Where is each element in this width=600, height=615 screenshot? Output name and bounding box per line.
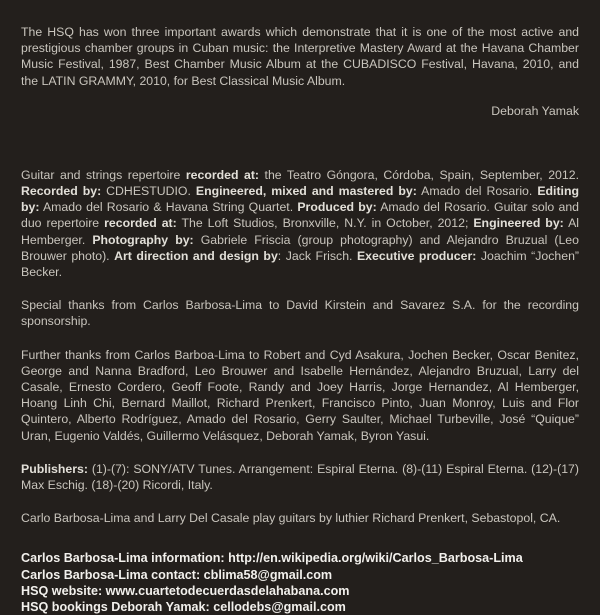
publishers-credit: Publishers: (1)-(7): SONY/ATV Tunes. Arrangement: Espiral Eterna. (8)-(11) Espiral Eterna. (12)-(17) Max Eschig. (18)-(20) Ricordi, Italy. (21, 461, 579, 493)
publishers-label: Publishers: (21, 461, 88, 476)
recording-credits: Guitar and strings repertoire recorded at: the Teatro Góngora, Córdoba, Spain, September, 2012. Recorded by: CDHESTUDIO. Engineered, mixed and mastered by: Amado del Rosario. Editing by: Amado del Rosario & Havana String Quartet. Produced by: Amado del Rosario. Guitar solo and duo repertoire recorded at: The Loft Studios, Bronxville, N.Y. in October, 2012; Engineered by: Al Hemberger. Photography by: Gabriele Friscia (group photography) and Alejandro Bruzual (Leo Brouwer photo). Art direction and design by: Jack Frisch. Executive producer: Joachim “Jochen” Becker. (21, 167, 580, 280)
signature: Deborah Yamak (491, 103, 579, 118)
guitars-note: Carlo Barbosa-Lima and Larry Del Casale play guitars by luthier Richard Prenkert, Sebastopol, CA. (21, 511, 561, 526)
contact-line-email: Carlos Barbosa-Lima contact: cblima58@gmail.com (21, 567, 333, 582)
special-thanks: Special thanks from Carlos Barbosa-Lima to David Kirstein and Savarez S.A. for the recording sponsorship. (21, 298, 579, 329)
contact-line-website: HSQ website: www.cuartetodecuerdasdelahabana.com (21, 583, 350, 598)
contact-line-wikipedia: Carlos Barbosa-Lima information: http://en.wikipedia.org/wiki/Carlos_Barbosa-Lima (21, 551, 523, 566)
awards-paragraph: The HSQ has won three important awards which demonstrate that it is one of the most active and prestigious chamber groups in Cuban music: the Interpretive Mastery Award at the Havana Chamber Music Festival, 1987, Best Chamber Music Album at the CUBADISCO Festival, Havana, 2010, and the LATIN GRAMMY, 2010, for Best Classical Music Album. (21, 25, 579, 88)
contact-line-bookings: HSQ bookings Deborah Yamak: cellodebs@gmail.com (21, 599, 346, 614)
further-thanks: Further thanks from Carlos Barboa-Lima to Robert and Cyd Asakura, Jochen Becker, Oscar Benitez, George and Nanna Bradford, Leo Brouwer and Isabelle Hernández, Alejandro Bruzual, Larry del Casale, Ernesto Cordero, Geoff Foote, Randy and Joey Harris, Jorge Hernandez, Al Hemberger, Hoang Linh Chi, Bernard Maillot, Richard Prenkert, Francisco Pinto, Juan Monroy, Luis and Flor Quintero, Alberto Rodríguez, Amado del Rosario, Gerry Saulter, Michael Turbeville, José “Quique” Uran, Eugenio Valdés, Guillermo Velásquez, Deborah Yamak, Byron Yasui. (21, 347, 579, 443)
contact-block (21, 550, 579, 614)
